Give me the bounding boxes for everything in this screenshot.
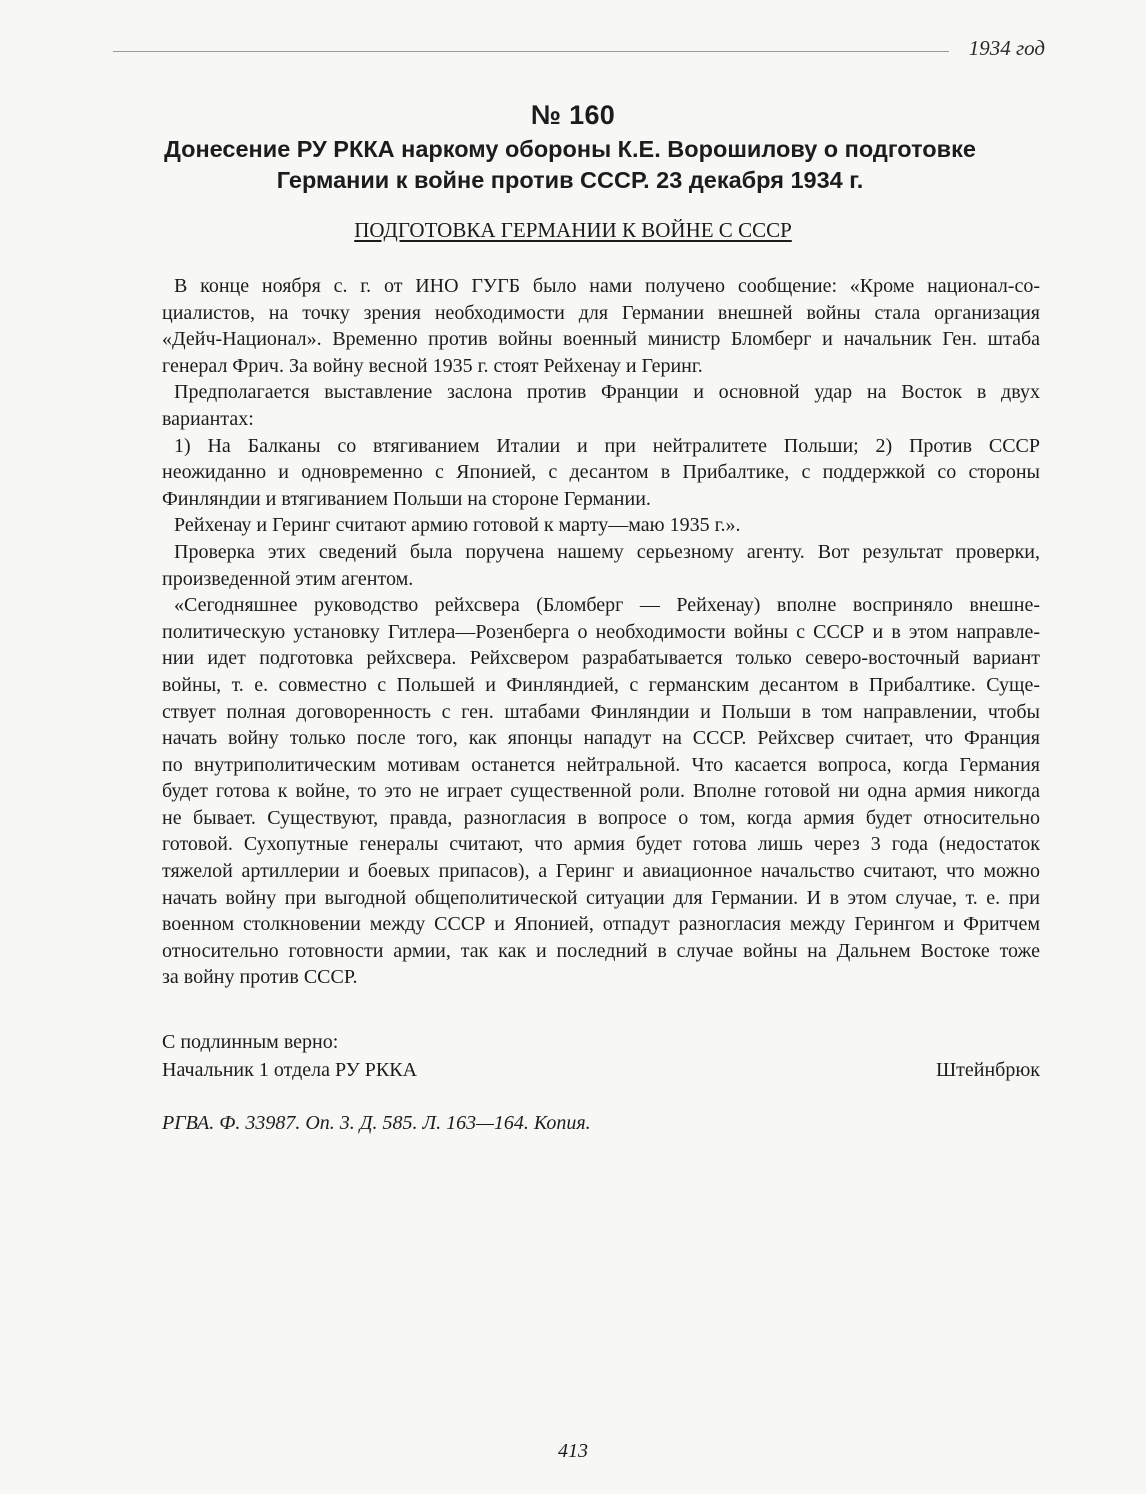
document-body	[162, 273, 1040, 991]
body-line: войны, т. е. совместно с Польшей и Финляндией, с германским десантом в Прибалтике. Суще-	[162, 673, 1040, 696]
signer-row	[162, 1056, 1040, 1084]
attestation-row	[162, 1028, 1040, 1056]
body-line: Рейхенау и Геринг считают армию готовой к марту—маю 1935 г.».	[174, 514, 741, 537]
signer-position: Начальник 1 отдела РУ РККА	[162, 1059, 418, 1081]
body-line: циалистов, на точку зрения необходимости для Германии внешней войны стала организация	[162, 301, 1040, 324]
signer-name: Штейнбрюк	[935, 1059, 1040, 1081]
body-line: произведенной этим агентом.	[162, 567, 414, 590]
body-line: Проверка этих сведений была поручена нашему серьезному агенту. Вот результат проверки,	[174, 540, 1040, 563]
running-head	[113, 36, 1045, 64]
body-line: Финляндии и втягиванием Польши на стороне Германии.	[162, 487, 651, 510]
body-line: неожиданно и одновременно с Японией, с десантом в Прибалтике, с поддержкой со стороны	[162, 461, 1040, 484]
header-rule	[113, 51, 949, 52]
body-line: генерал Фрич. За войну весной 1935 г. стоят Рейхенау и Геринг.	[162, 354, 703, 377]
body-line: за войну против СССР.	[162, 966, 358, 989]
body-line: будет готова к войне, то это не играет существенной роли. Вполне готовой ни одна армия никогда	[162, 780, 1040, 803]
signature-block	[162, 1028, 1040, 1084]
archive-reference: РГВА. Ф. 33987. Оп. 3. Д. 585. Л. 163—164. Копия.	[162, 1112, 591, 1134]
body-line: военном столкновении между СССР и Японией, отпадут разногласия между Герингом и Фритчем	[162, 913, 1040, 936]
body-line: готовой. Сухопутные генералы считают, что армия будет готова лишь через 3 года (недостаток	[162, 833, 1040, 856]
body-line: по внутриполитическим мотивам останется нейтральной. Что касается вопроса, когда Германия	[162, 753, 1040, 776]
body-line: вариантах:	[162, 407, 254, 430]
body-line: относительно готовности армии, так как и последний в случае войны на Дальнем Востоке тоже	[162, 939, 1040, 962]
running-head-year: 1934 год	[968, 36, 1045, 60]
body-line: начать войну при выгодной общеполитической ситуации для Германии. И в этом случае, т. е. при	[162, 886, 1040, 909]
document-title	[130, 134, 1010, 196]
body-line: ствует полная договоренность с ген. штабами Финляндии и Польши в том направлении, чтобы	[162, 700, 1040, 723]
document-subtitle: ПОДГОТОВКА ГЕРМАНИИ К ВОЙНЕ С СССР	[354, 218, 792, 242]
body-line: В конце ноября с. г. от ИНО ГУГБ было нами получено сообщение: «Кроме национал-со-	[174, 275, 1040, 297]
body-line: тяжелой артиллерии и боевых припасов), а Геринг и авиационное начальство считают, что можно	[162, 860, 1040, 883]
body-line: 1) На Балканы со втягиванием Италии и при нейтралитете Польши; 2) Против СССР	[174, 434, 1040, 457]
body-line: нии идет подготовка рейхсвера. Рейхсвером разрабатывается только северо-восточный вариант	[162, 647, 1040, 670]
attestation-text: С подлинным верно:	[162, 1031, 339, 1053]
body-line: политическую установку Гитлера—Розенберга о необходимости войны с СССР и в этом направле-	[162, 620, 1040, 643]
body-line: «Дейч-Национал». Временно против войны военный министр Бломберг и начальник Ген. штаба	[162, 328, 1040, 351]
document-title-line: Германии к войне против СССР. 23 декабря 1934 г.	[276, 167, 864, 193]
document-number: № 160	[530, 100, 616, 130]
page-number: 413	[558, 1440, 588, 1462]
body-line: начать войну только после того, как японцы нападут на СССР. Рейхсвер считает, что Франция	[162, 727, 1040, 750]
body-line: не бывает. Существуют, правда, разногласия в вопросе о том, когда армия будет относительно	[162, 806, 1040, 829]
document-title-line: Донесение РУ РККА наркому обороны К.Е. Ворошилову о подготовке	[164, 136, 976, 162]
body-line: «Сегодняшнее руководство рейхсвера (Бломберг — Рейхенау) вполне восприняло внешне-	[174, 594, 1040, 617]
body-line: Предполагается выставление заслона против Франции и основной удар на Восток в двух	[174, 381, 1040, 404]
